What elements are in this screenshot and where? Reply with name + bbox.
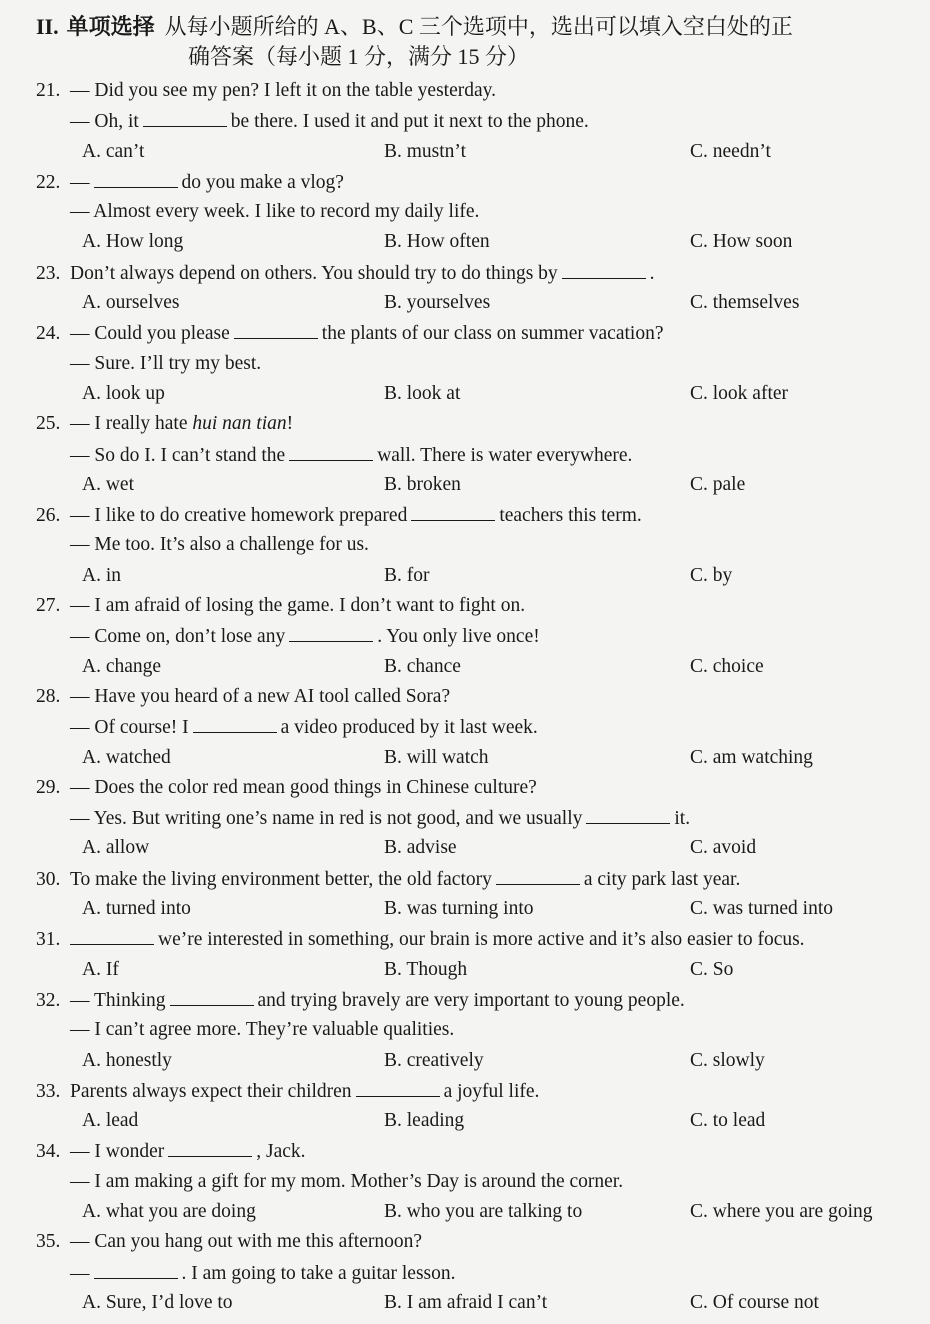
question-26 [36,500,916,591]
option-a: A. look up [82,382,165,404]
options-row [36,743,916,773]
question-34 [36,1136,916,1227]
question-line [36,591,916,621]
option-c: C. So [690,958,734,980]
answer-blank [562,258,646,279]
question-text: — Could you please [70,323,230,345]
question-23 [36,258,916,319]
option-a: A. in [82,564,121,586]
question-text: — Me too. It’s also a challenge for us. [70,534,369,556]
section-header [36,12,916,72]
answer-blank [193,712,277,733]
answer-blank [356,1076,440,1097]
question-text-italic: hui nan tian [192,413,287,435]
question-text: — I am afraid of losing the game. I don’t want to fight on. [70,595,526,617]
question-31 [36,924,916,985]
question-number: 34. [36,1141,61,1163]
question-text: To make the living environment better, the old factory [70,868,492,890]
answer-blank [170,985,254,1006]
option-a: A. allow [82,837,150,859]
question-text: it. [674,808,691,830]
question-line [36,500,916,530]
options-row [36,1197,916,1227]
option-b: B. Though [384,958,468,980]
option-a: A. Sure, I’d love to [82,1291,233,1313]
question-text: a joyful life. [443,1080,540,1102]
options-row [36,1288,916,1318]
question-line [36,106,916,136]
option-b: B. broken [384,473,461,495]
answer-blank [168,1136,252,1157]
question-text: , Jack. [256,1141,306,1163]
question-number: 25. [36,413,61,435]
question-number: 33. [36,1080,61,1102]
option-b: B. How often [384,231,490,253]
question-number: 27. [36,595,61,617]
question-text: — [70,1262,90,1284]
question-text: — Almost every week. I like to record my daily life. [70,201,480,223]
options-row [36,561,916,591]
option-a: A. wet [82,473,134,495]
question-text: — Have you heard of a new AI tool called Sora? [70,685,451,707]
question-text: — So do I. I can’t stand the [70,444,286,466]
question-text: . You only live once! [377,626,540,648]
question-text: — Come on, don’t lose any [70,626,286,648]
option-c: C. slowly [690,1049,765,1071]
question-text: — Does the color red mean good things in Chinese culture? [70,776,537,798]
option-a: A. How long [82,231,184,253]
options-row [36,833,916,863]
section-instruction-cont: 确答案（每小题 1 分，满分 15 分） [188,44,530,69]
question-line [36,440,916,470]
question-line [36,924,916,954]
question-text: be there. I used it and put it next to the phone. [230,111,589,133]
question-number: 29. [36,776,61,798]
question-line [36,682,916,712]
question-text: and trying bravely are very important to young people. [257,989,685,1011]
option-c: C. am watching [690,746,813,768]
question-text: we’re interested in something, our brain is more active and it’s also easier to focus. [158,929,805,951]
question-number: 30. [36,868,61,890]
question-text: — I wonder [70,1141,165,1163]
question-text: — Did you see my pen? I left it on the table yesterday. [70,80,496,101]
options-row [36,652,916,682]
answer-blank [289,440,373,461]
question-number: 35. [36,1231,61,1253]
option-c: C. look after [690,382,789,404]
question-text: Don’t always depend on others. You should try to do things by [70,262,558,284]
question-line [36,621,916,651]
question-text: — Thinking [70,989,166,1011]
option-b: B. mustn’t [384,140,466,162]
option-b: B. for [384,564,430,586]
question-29 [36,773,916,864]
question-text: — Sure. I’ll try my best. [70,352,262,374]
option-b: B. look at [384,382,461,404]
question-line [36,409,916,439]
question-line [36,1015,916,1045]
question-28 [36,682,916,773]
option-b: B. advise [384,837,457,859]
option-a: A. honestly [82,1049,172,1071]
option-a: A. what you are doing [82,1200,256,1222]
answer-blank [289,621,373,642]
option-c: C. needn’t [690,140,771,162]
question-text: — Oh, it [70,111,139,133]
option-c: C. to lead [690,1110,766,1132]
question-line [36,803,916,833]
question-21 [36,76,916,167]
option-c: C. pale [690,473,746,495]
options-row [36,379,916,409]
question-text: teachers this term. [499,505,642,527]
question-number: 28. [36,685,61,707]
options-row [36,288,916,318]
question-text: Parents always expect their children [70,1080,352,1102]
option-b: B. yourselves [384,292,491,314]
question-24 [36,318,916,409]
question-22 [36,167,916,258]
question-line [36,167,916,197]
question-line [36,1136,916,1166]
option-b: B. leading [384,1110,465,1132]
option-b: B. chance [384,655,461,677]
option-c: C. by [690,564,733,586]
option-b: B. who you are talking to [384,1200,583,1222]
options-row [36,137,916,167]
question-text: . I am going to take a guitar lesson. [181,1262,456,1284]
option-c: C. How soon [690,231,793,253]
option-b: B. I am afraid I can’t [384,1291,548,1313]
question-text: — Can you hang out with me this afternoon? [70,1231,423,1253]
question-text: . [649,262,655,284]
section-name: 单项选择 [66,14,155,39]
option-a: A. can’t [82,140,145,162]
question-text: a city park last year. [583,868,741,890]
answer-blank [70,924,154,945]
options-row [36,955,916,985]
question-text: wall. There is water everywhere. [377,444,633,466]
options-row [36,1046,916,1076]
question-text: ! [286,413,294,435]
question-number: 26. [36,505,61,527]
option-a: A. change [82,655,162,677]
question-line [36,1227,916,1257]
answer-blank [586,803,670,824]
question-line [36,76,916,106]
question-line [36,712,916,742]
option-c: C. themselves [690,292,800,314]
question-text: a video produced by it last week. [280,717,538,739]
question-number: 32. [36,989,61,1011]
question-33 [36,1076,916,1137]
question-line [36,1258,916,1288]
option-c: C. where you are going [690,1200,873,1222]
question-number: 21. [36,80,61,101]
question-number: 23. [36,262,61,284]
option-c: C. was turned into [690,898,833,920]
question-number: 31. [36,929,61,951]
question-line [36,1167,916,1197]
option-c: C. Of course not [690,1291,819,1313]
options-row [36,1106,916,1136]
question-text: — Of course! I [70,717,189,739]
option-b: B. was turning into [384,898,534,920]
question-list [36,76,916,1318]
question-text: — I am making a gift for my mom. Mother’s Day is around the corner. [70,1170,624,1192]
question-27 [36,591,916,682]
section-number: II. [36,14,59,39]
question-35 [36,1227,916,1318]
question-30 [36,864,916,925]
question-number: 24. [36,323,61,345]
option-a: A. lead [82,1110,139,1132]
answer-blank [143,106,227,127]
question-text: the plants of our class on summer vacation? [321,323,664,345]
section-instruction: 从每小题所给的 A、B、C 三个选项中，选出可以填入空白处的正 [164,14,793,39]
question-line [36,985,916,1015]
question-line [36,864,916,894]
options-row [36,227,916,257]
option-b: B. will watch [384,746,489,768]
question-text: — I can’t agree more. They’re valuable qualities. [70,1019,455,1041]
answer-blank [94,167,178,188]
question-line [36,258,916,288]
question-text: — I like to do creative homework prepared [70,505,408,527]
options-row [36,894,916,924]
question-32 [36,985,916,1076]
answer-blank [94,1258,178,1279]
option-c: C. choice [690,655,764,677]
question-line [36,530,916,560]
question-line [36,197,916,227]
question-text: — Yes. But writing one’s name in red is not good, and we usually [70,808,583,830]
option-b: B. creatively [384,1049,484,1071]
answer-blank [234,318,318,339]
option-a: A. watched [82,746,171,768]
option-a: A. ourselves [82,292,180,314]
question-line [36,1076,916,1106]
options-row [36,470,916,500]
question-text: — I really hate [70,413,193,435]
question-text: do you make a vlog? [181,171,344,193]
question-line [36,318,916,348]
answer-blank [496,864,580,885]
question-25 [36,409,916,500]
option-c: C. avoid [690,837,757,859]
question-line [36,349,916,379]
option-a: A. If [82,958,119,980]
question-line [36,773,916,803]
question-number: 22. [36,171,61,193]
answer-blank [411,500,495,521]
question-text: — [70,171,90,193]
option-a: A. turned into [82,898,191,920]
